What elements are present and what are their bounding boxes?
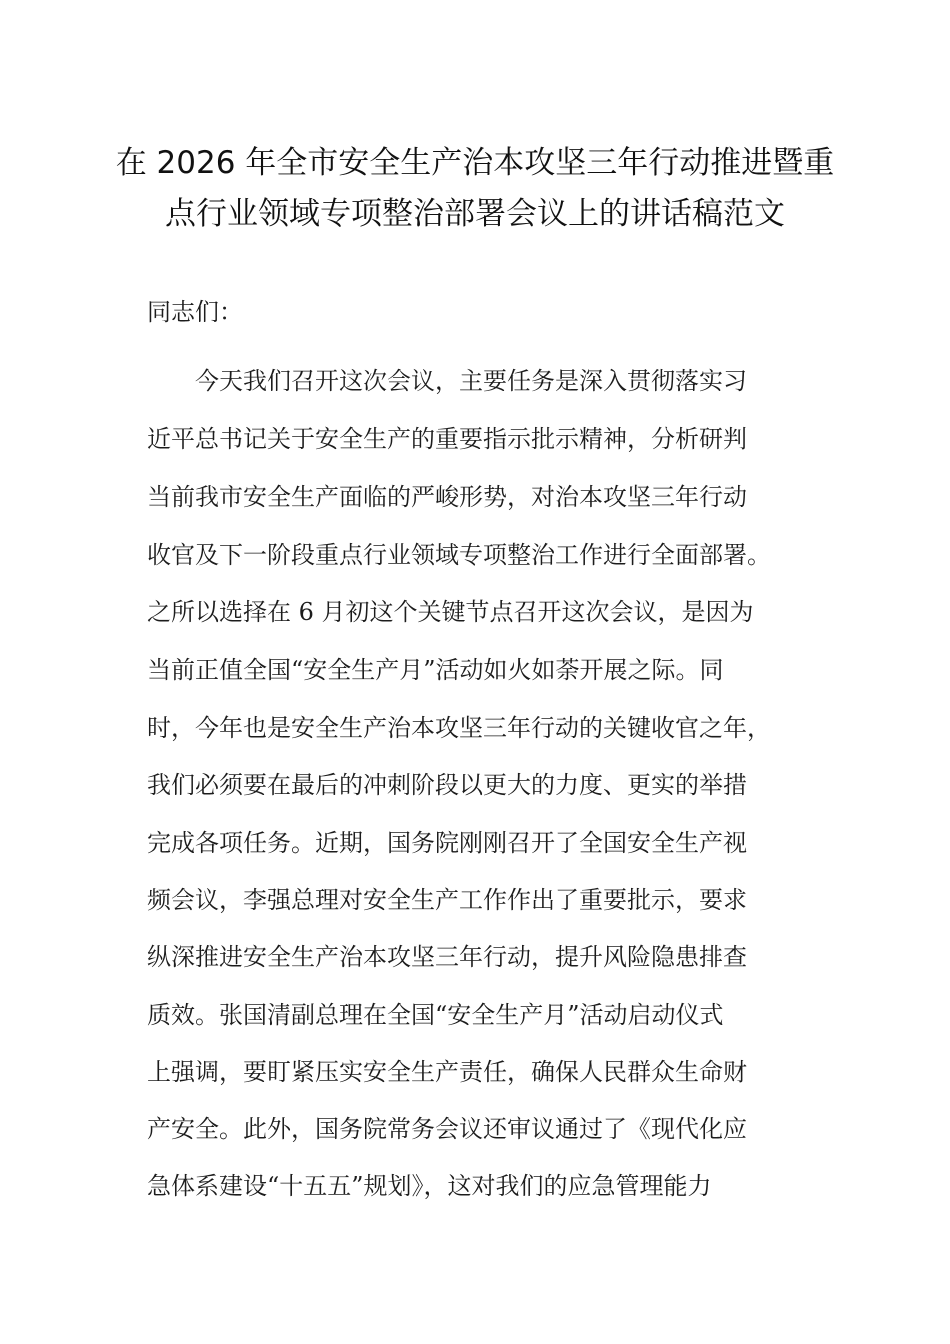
document-title-line-1: 在 2026 年全市安全生产治本攻坚三年行动推进暨重 (115, 145, 835, 181)
salutation: 同志们： (147, 298, 243, 326)
body-line: 今天我们召开这次会议，主要任务是深入贯彻落实习 (195, 367, 747, 395)
body-line: 产安全。此外，国务院常务会议还审议通过了《现代化应 (147, 1115, 747, 1143)
body-line: 频会议，李强总理对安全生产工作作出了重要批示，要求 (147, 886, 747, 914)
body-line: 时，今年也是安全生产治本攻坚三年行动的关键收官之年， (147, 714, 771, 742)
document-title-line-2: 点行业领域专项整治部署会议上的讲话稿范文 (165, 196, 785, 232)
body-line: 急体系建设“十五五”规划》，这对我们的应急管理能力 (147, 1172, 712, 1200)
body-line: 当前我市安全生产面临的严峻形势，对治本攻坚三年行动 (147, 483, 747, 511)
body-line: 我们必须要在最后的冲刺阶段以更大的力度、更实的举措 (147, 771, 747, 799)
body-line: 收官及下一阶段重点行业领域专项整治工作进行全面部署。 (147, 541, 771, 569)
body-line: 上强调，要盯紧压实安全生产责任，确保人民群众生命财 (147, 1058, 747, 1086)
body-line: 当前正值全国“安全生产月”活动如火如荼开展之际。同 (147, 656, 724, 684)
body-line: 质效。张国清副总理在全国“安全生产月”活动启动仪式 (147, 1001, 724, 1029)
body-line: 完成各项任务。近期，国务院刚刚召开了全国安全生产视 (147, 829, 747, 857)
body-line: 近平总书记关于安全生产的重要指示批示精神，分析研判 (147, 425, 747, 453)
body-line: 纵深推进安全生产治本攻坚三年行动，提升风险隐患排查 (147, 943, 747, 971)
body-line: 之所以选择在 6 月初这个关键节点召开这次会议，是因为 (147, 598, 754, 626)
